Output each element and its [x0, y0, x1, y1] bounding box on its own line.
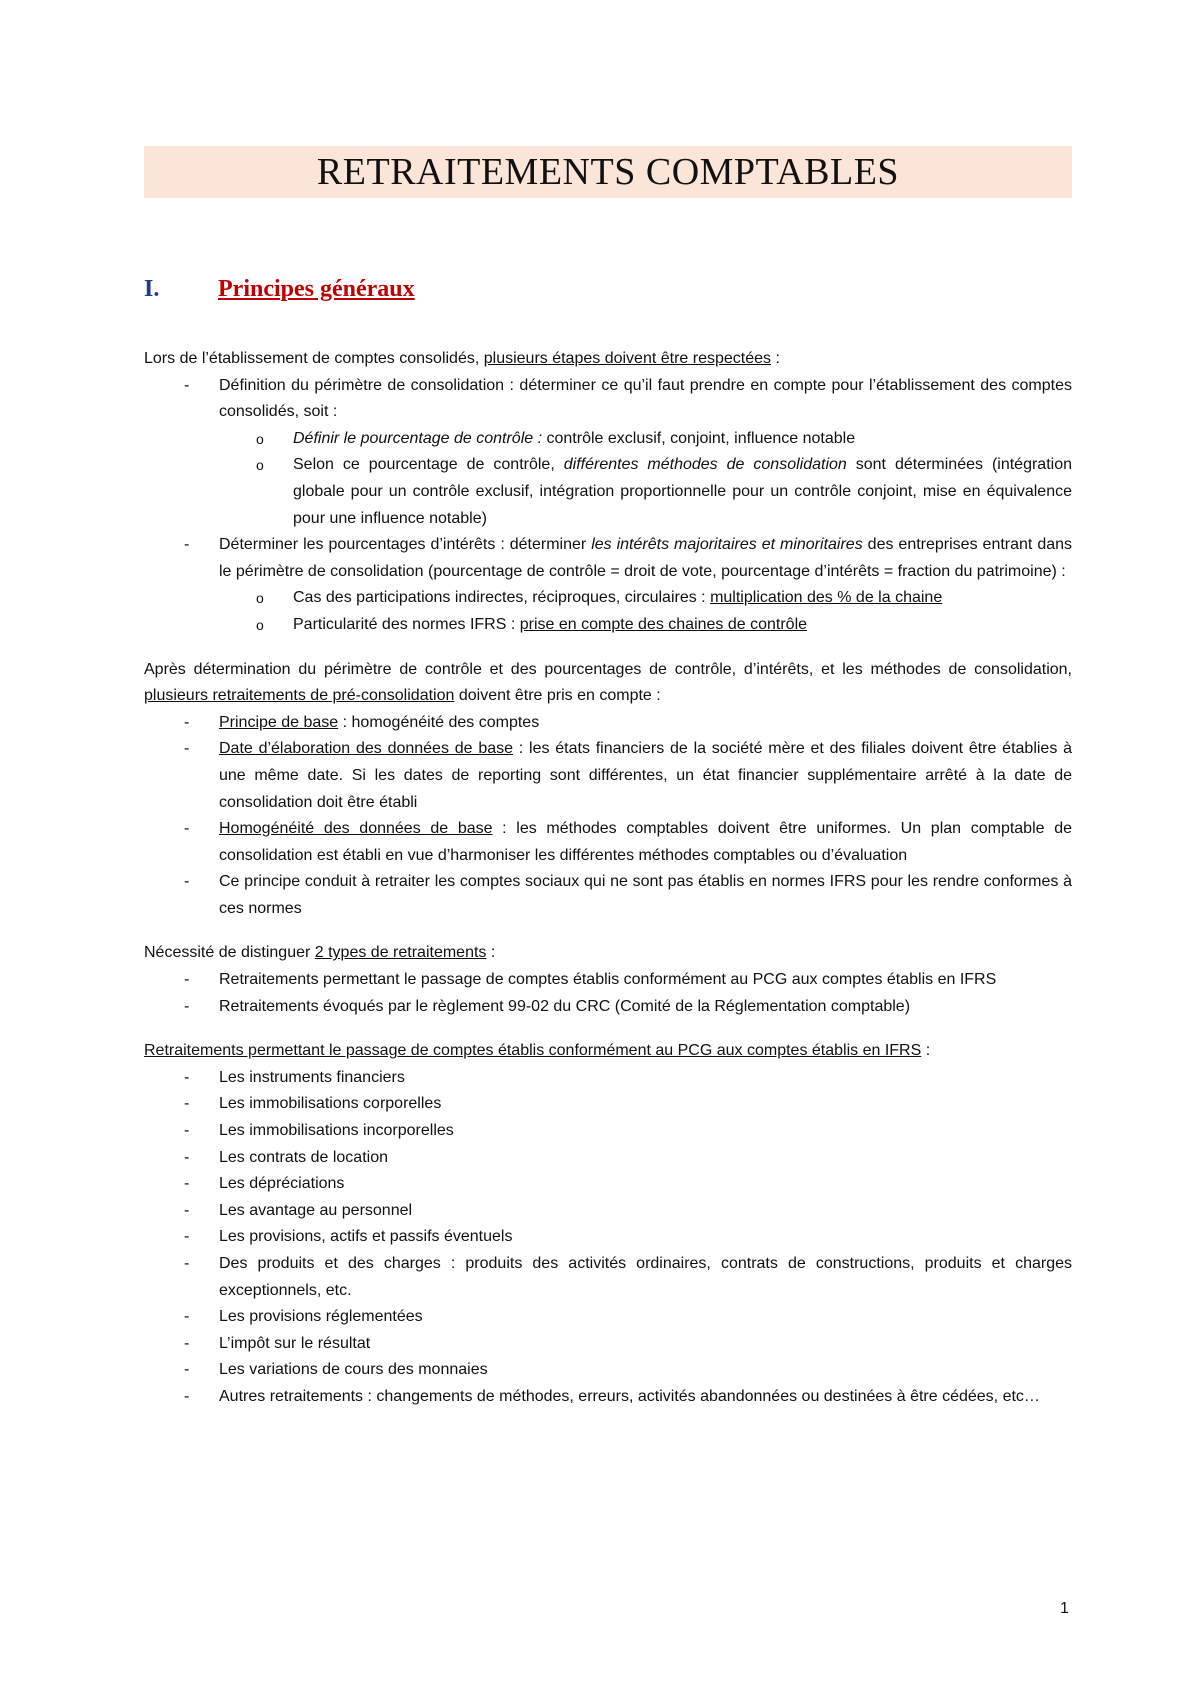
bullet-circle: o — [256, 457, 264, 474]
text: : homogénéité des comptes — [338, 713, 540, 731]
text: Nécessité de distinguer — [144, 944, 315, 962]
bullet-dash: - — [184, 1361, 190, 1379]
underlined-text: multiplication des % de la chaine — [710, 589, 943, 607]
text: : — [771, 350, 780, 367]
text: doivent être pris en compte : — [454, 687, 661, 705]
document-body — [144, 346, 1072, 1411]
title-banner — [144, 146, 1072, 198]
underlined-text: prise en compte des chaines de contrôle — [519, 615, 808, 633]
bullet-dash: - — [184, 536, 190, 554]
list-item — [144, 869, 1072, 922]
text: Ce principe conduit à retraiter les comptes sociaux qui ne sont pas établis en normes IFRS pour les rendre conformes à ces normes — [219, 873, 1072, 917]
text: Définition du périmètre de consolidation : déterminer ce qu’il faut prendre en compte pour l’établissement des comptes consolidés, soit : — [219, 376, 1072, 421]
bullet-dash: - — [184, 1255, 190, 1272]
bullet-dash: - — [184, 1122, 190, 1140]
bullet-dash: - — [184, 971, 190, 989]
paragraph-intro — [144, 346, 1072, 373]
text: Les contrats de location — [219, 1148, 388, 1166]
underlined-text: plusieurs étapes doivent être respectées — [483, 350, 772, 367]
list-item — [144, 1224, 1072, 1251]
text: Les immobilisations corporelles — [219, 1095, 442, 1113]
bullet-dash: - — [184, 1387, 190, 1405]
list-item — [144, 816, 1072, 869]
text: Les dépréciations — [219, 1175, 345, 1193]
bullet-dash: - — [184, 1334, 190, 1352]
list-item — [144, 1384, 1072, 1411]
page-number: 1 — [1060, 1600, 1069, 1617]
list-item — [144, 1357, 1072, 1384]
sub-list-item — [144, 452, 1072, 532]
text: sont déterminées (intégration globale pour un contrôle exclusif, intégration proportionnelle pour un contrôle conjoint, mise en équivalence pour une influence notable) — [293, 456, 1073, 527]
list-item — [144, 1145, 1072, 1172]
sub-list-item — [144, 585, 1072, 612]
list-item — [144, 1331, 1072, 1358]
text: L’impôt sur le résultat — [219, 1334, 371, 1352]
bullet-circle: o — [256, 616, 264, 633]
italic-text: les intérêts majoritaires et minoritaires — [591, 536, 863, 554]
italic-text: différentes méthodes de consolidation — [563, 456, 847, 474]
bullet-dash: - — [184, 713, 190, 731]
text: : les états financiers de la société mère et des filiales doivent être établies à une même date. Si les dates de reporting sont différentes, un état financier supplémentaire arrêté à la date de consolidation doit être établi — [219, 740, 1073, 811]
text: Particularité des normes IFRS : — [293, 615, 520, 633]
bullet-dash: - — [184, 1201, 190, 1219]
paragraph-types — [144, 940, 1072, 967]
text: contrôle exclusif, conjoint, influence notable — [542, 429, 856, 447]
text: Les immobilisations incorporelles — [219, 1122, 454, 1140]
bullet-dash: - — [184, 820, 190, 838]
bullet-dash: - — [184, 1175, 190, 1193]
document-title: RETRAITEMENTS COMPTABLES — [316, 151, 900, 193]
section-number: I. — [144, 276, 160, 302]
text: : — [486, 944, 496, 962]
bullet-dash: - — [184, 1308, 190, 1326]
text: Après détermination du périmètre de contrôle et des pourcentages de contrôle, d’intérêts, et les méthodes de consolidation, — [144, 660, 1072, 678]
list-item — [144, 1198, 1072, 1225]
list-item — [144, 1118, 1072, 1145]
bullet-dash: - — [184, 997, 190, 1015]
text: Autres retraitements : changements de méthodes, erreurs, activités abandonnées ou destinées à être cédées, etc… — [219, 1387, 1040, 1405]
list-item — [144, 967, 1072, 994]
bullet-dash: - — [184, 1228, 190, 1246]
text: Déterminer les pourcentages d’intérêts : déterminer — [219, 536, 592, 554]
underlined-text: plusieurs retraitements de pré-consolidation — [144, 687, 455, 705]
bullet-dash: - — [184, 873, 190, 891]
bullet-circle: o — [256, 430, 264, 447]
underlined-text: Principe de base — [219, 713, 339, 731]
paragraph-ifrs-retreatments — [144, 1038, 1072, 1065]
list-item — [144, 1065, 1072, 1092]
list-item — [144, 1304, 1072, 1331]
text: Les variations de cours des monnaies — [219, 1361, 488, 1379]
text: Retraitements évoqués par le règlement 99-02 du CRC (Comité de la Réglementation comptable) — [219, 997, 911, 1015]
bullet-circle: o — [256, 590, 264, 607]
sub-list-item — [144, 612, 1072, 639]
bullet-dash: - — [184, 1148, 190, 1166]
underlined-text: 2 types de retraitements — [314, 944, 487, 962]
list-item — [144, 1251, 1072, 1304]
list-item — [144, 994, 1072, 1021]
text: des entreprises entrant dans le périmètre de consolidation (pourcentage de contrôle = droit de vote, pourcentage d’intérêts = fraction du patrimoine) : — [219, 536, 1073, 580]
bullet-dash: - — [184, 1068, 190, 1086]
text: Selon ce pourcentage de contrôle, — [293, 456, 564, 474]
underlined-text: Date d’élaboration des données de base — [219, 740, 514, 758]
bullet-dash: - — [184, 740, 190, 758]
bullet-dash: - — [184, 1095, 190, 1113]
italic-text: Définir le pourcentage de contrôle : — [293, 429, 543, 447]
text: Des produits et des charges : produits des activités ordinaires, contrats de constructions, produits et charges exceptionnels, etc. — [219, 1255, 1072, 1299]
text: : les méthodes comptables doivent être uniformes. Un plan comptable de consolidation est établi en vue d’harmoniser les différentes méthodes comptables ou d’évaluation — [219, 820, 1072, 864]
text: Les avantage au personnel — [219, 1201, 413, 1219]
paragraph-preconsolidation — [144, 657, 1072, 710]
underlined-text: Retraitements permettant le passage de comptes établis conformément au PCG aux comptes établis en IFRS — [144, 1042, 922, 1060]
list-item — [144, 532, 1072, 585]
underlined-text: Homogénéité des données de base — [219, 820, 493, 838]
text: Cas des participations indirectes, réciproques, circulaires : — [293, 589, 711, 607]
section-title: Principes généraux — [218, 276, 415, 302]
bullet-dash: - — [184, 376, 190, 394]
text: Les provisions réglementées — [219, 1308, 423, 1326]
text: Les instruments financiers — [219, 1068, 405, 1086]
list-item — [144, 373, 1072, 426]
text: Retraitements permettant le passage de comptes établis conformément au PCG aux comptes établis en IFRS — [219, 971, 997, 989]
section-heading — [144, 276, 415, 303]
list-item — [144, 736, 1072, 816]
sub-list-item — [144, 426, 1072, 453]
list-item — [144, 1091, 1072, 1118]
text: : — [921, 1042, 931, 1060]
list-item — [144, 1171, 1072, 1198]
text: Les provisions, actifs et passifs éventuels — [219, 1228, 513, 1246]
list-item — [144, 710, 1072, 737]
text: Lors de l’établissement de comptes consolidés, — [144, 350, 484, 367]
